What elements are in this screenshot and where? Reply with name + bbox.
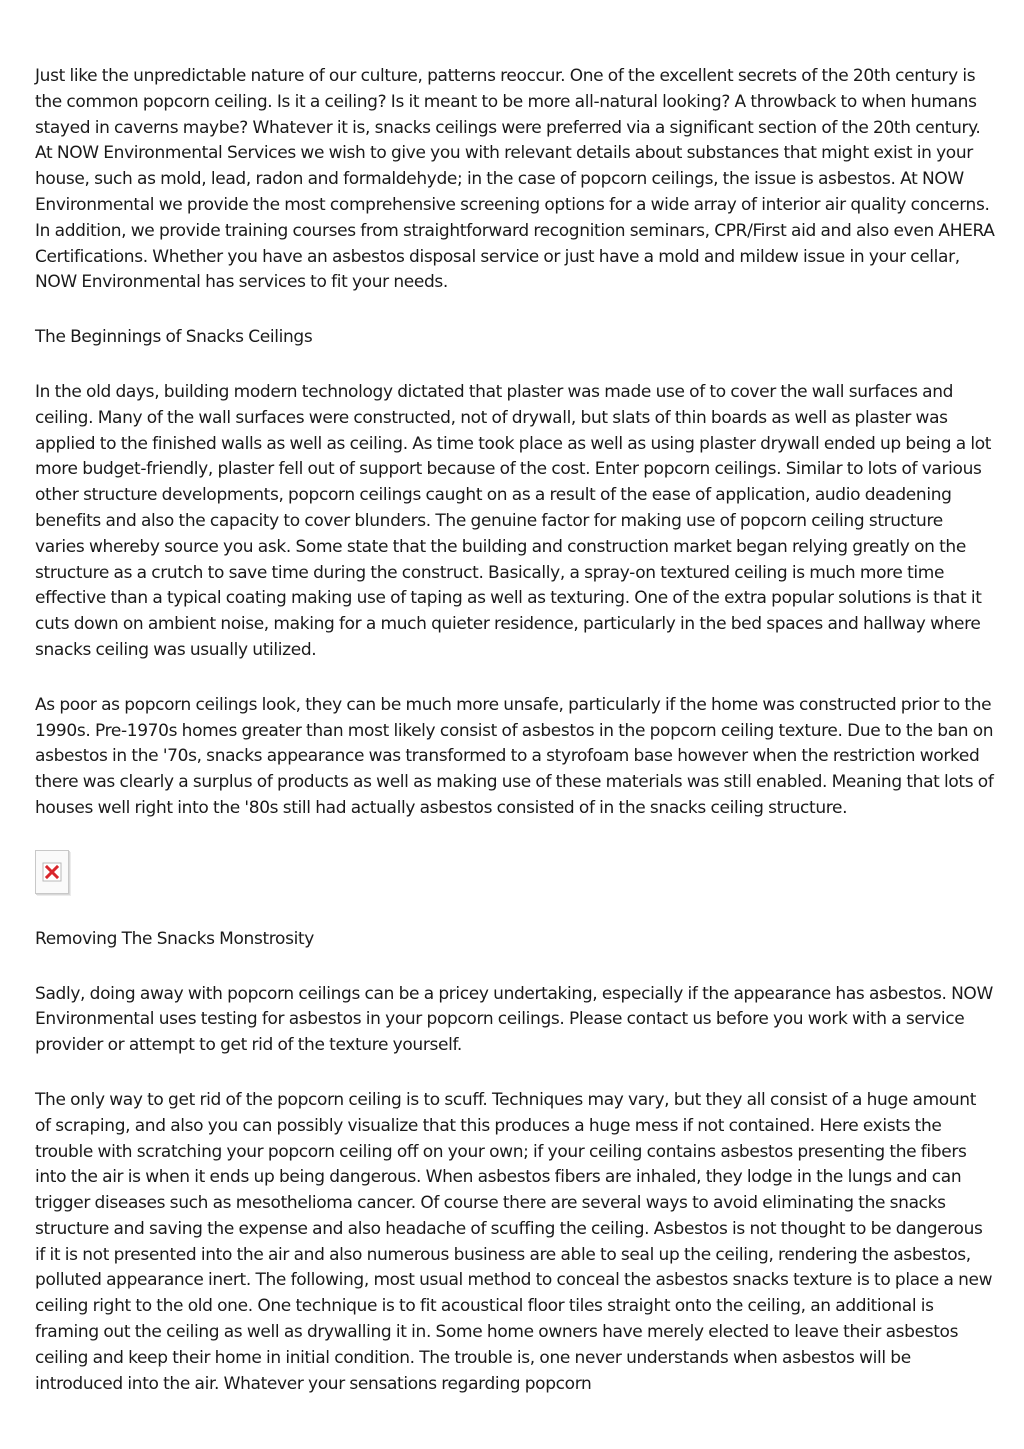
removal-methods-paragraph: The only way to get rid of the popcorn ceiling is to scuff. Techniques may vary, but they all consist of a huge amount of scraping, and also you can possibly visualize that this produces a huge mess if not contained. Here exists the trouble with scratching your popcorn ceiling off on your own; if your ceiling contains asbestos presenting the fibers into the air is when it ends up being dangerous. When asbestos fibers are inhaled, they lodge in the lungs and can trigger diseases such as mesothelioma cancer. Of course there are several ways to avoid eliminating the snacks structure and saving the expense and also headache of scuffing the ceiling. Asbestos is not thought to be dangerous if it is not presented into the air and also numerous business are able to seal up the ceiling, rendering the asbestos, polluted appearance inert. The following, most usual method to conceal the asbestos snacks texture is to place a new ceiling right to the old one. One technique is to fit acoustical floor tiles straight onto the ceiling, an additional is framing out the ceiling as well as drywalling it in. Some home owners have merely elected to leave their asbestos ceiling and keep their home in initial condition. The trouble is, one never understands when asbestos will be introduced into the air. Whatever your sensations regarding popcorn xyxy=(35,1089,993,1394)
section-heading-beginnings: The Beginnings of Snacks Ceilings xyxy=(35,327,313,348)
beginnings-paragraph: In the old days, building modern technology dictated that plaster was made use of to cover the wall surfaces and ceiling. Many of the wall surfaces were constructed, not of drywall, but slats of thin boards as well as plaster was applied to the finished walls as well as ceiling. As time took place as well as using plaster drywall ended up being a lot more budget-friendly, plaster fell out of support because of the cost. Enter popcorn ceilings. Similar to lots of various other structure developments, popcorn ceilings caught on as a result of the ease of application, audio deadening benefits and also the capacity to cover blunders. The genuine factor for making use of popcorn ceiling structure varies whereby source you ask. Some state that the building and construction market began relying greatly on the structure as a crutch to save time during the construct. Basically, a spray-on textured ceiling is much more time effective than a typical coating making use of taping as well as texturing. One of the extra popular solutions is that it cuts down on ambient noise, making for a much quieter residence, particularly in the bed spaces and hallway where snacks ceiling was usually utilized. xyxy=(35,381,992,660)
broken-image-icon xyxy=(35,850,69,894)
intro-paragraph: Just like the unpredictable nature of our culture, patterns reoccur. One of the excellent secrets of the 20th century is the common popcorn ceiling. Is it a ceiling? Is it meant to be more all-natural looking? A throwback to when humans stayed in caverns maybe? Whatever it is, snacks ceilings were preferred via a significant section of the 20th century. At NOW Environmental Services we wish to give you with relevant details about substances that might exist in your house, such as mold, lead, radon and formaldehyde; in the case of popcorn ceilings, the issue is asbestos. At NOW Environmental we provide the most comprehensive screening options for a wide array of interior air quality concerns. In addition, we provide training courses from straightforward recognition seminars, CPR/First aid and also even AHERA Certifications. Whether you have an asbestos disposal service or just have a mold and mildew issue in your cellar, NOW Environmental has services to fit your needs. xyxy=(35,66,995,293)
removal-cost-paragraph: Sadly, doing away with popcorn ceilings can be a pricey undertaking, especially if the appearance has asbestos. NOW Environmental uses testing for asbestos in your popcorn ceilings. Please contact us before you work with a service provider or attempt to get rid of the texture yourself. xyxy=(35,983,993,1056)
article-body xyxy=(35,64,995,1397)
broken-image-x-icon xyxy=(42,862,62,882)
section-heading-removing: Removing The Snacks Monstrosity xyxy=(35,928,315,949)
dangers-paragraph: As poor as popcorn ceilings look, they can be much more unsafe, particularly if the home was constructed prior to the 1990s. Pre-1970s homes greater than most likely consist of asbestos in the popcorn ceiling texture. Due to the ban on asbestos in the '70s, snacks appearance was transformed to a styrofoam base however when the restriction worked there was clearly a surplus of products as well as making use of these materials was still enabled. Meaning that lots of houses well right into the '80s still had actually asbestos consisted of in the snacks ceiling structure. xyxy=(35,694,994,818)
